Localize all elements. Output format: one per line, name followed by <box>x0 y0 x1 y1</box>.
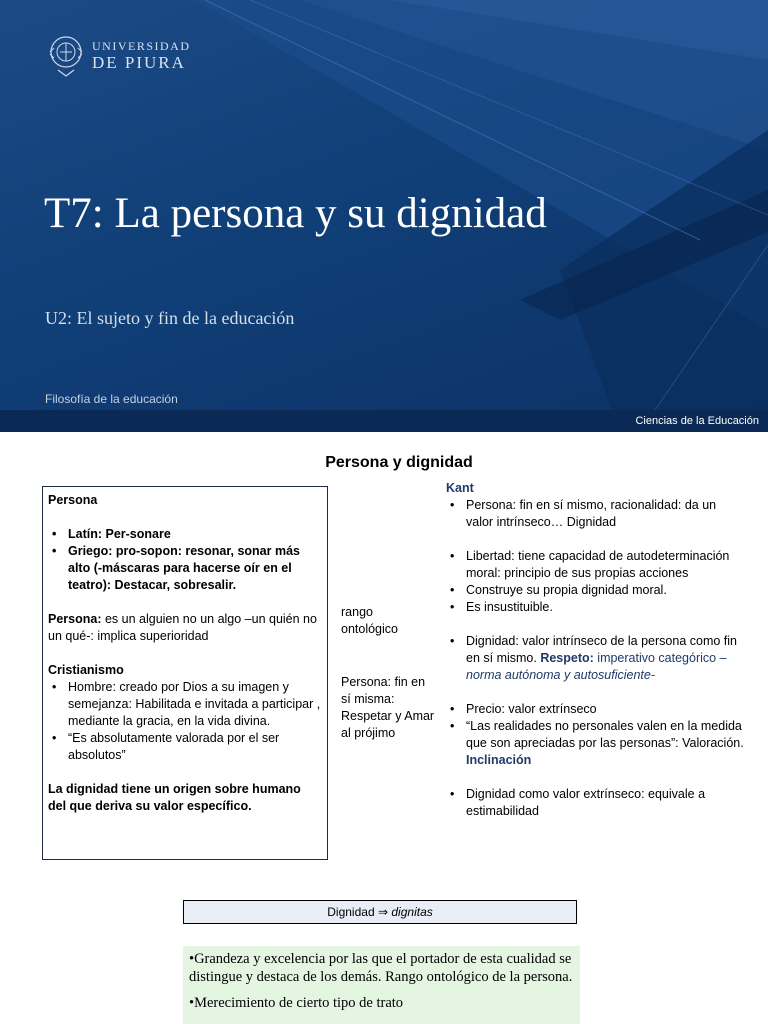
rango-ontologico-label: rango ontológico <box>341 605 398 636</box>
cover-title: T7: La persona y su dignidad <box>44 190 547 237</box>
definition-line: •Merecimiento de cierto tipo de trato <box>189 995 404 1011</box>
cover-slide <box>0 0 768 432</box>
kant-item: • Precio: valor extrínseco <box>446 701 746 718</box>
persona-definition: Persona: es un alguien no un algo –un quién no un qué-: implica superioridad <box>48 612 317 643</box>
slide-title: Persona y dignidad <box>325 454 473 471</box>
kant-heading: Kant <box>446 481 474 495</box>
kant-item: • Dignidad como valor extrínseco: equivale a estimabilidad <box>446 786 746 820</box>
kant-item: • Construye su propia dignidad moral. <box>446 582 746 599</box>
content-slide <box>0 432 768 1024</box>
university-logo <box>48 32 191 78</box>
kant-column <box>446 480 746 820</box>
etymology-latin: • Latín: Per-sonare <box>48 526 322 543</box>
dignitas-box: Dignidad ⇒ dignitas <box>183 900 577 924</box>
logo-line-2: DE PIURA <box>92 52 186 72</box>
definition-line: •Grandeza y excelencia por las que el portador de esta cualidad se distingue y destaca de los demás. Rango ontológico de la persona. <box>189 951 573 985</box>
fin-en-si-label: Persona: fin en sí misma: Respetar y Amar al prójimo <box>341 675 435 740</box>
christianity-item: • “Es absolutamente valorada por el ser absolutos” <box>48 730 322 764</box>
course-name: Filosofía de la educación <box>45 392 178 406</box>
kant-item: • Libertad: tiene capacidad de autodeterminación moral: principio de sus propias acciones <box>446 548 746 582</box>
christianity-item: • Hombre: creado por Dios a su imagen y semejanza: Habilitada e invitada a participar , mediante la gracia, en la vida divina. <box>48 679 322 730</box>
logo-line-1: UNIVERSIDAD <box>92 38 191 53</box>
dignity-definition-box <box>183 946 580 1024</box>
dignity-origin: La dignidad tiene un origen sobre humano del que deriva su valor específico. <box>48 782 301 813</box>
kant-item: • Dignidad: valor intrínseco de la persona como fin en sí mismo. Respeto: imperativo categórico –norma autónoma y autosuficiente- <box>446 633 746 684</box>
kant-item: • Es insustituible. <box>446 599 746 616</box>
kant-item: • Persona: fin en sí mismo, racionalidad: da un valor intrínseco… Dignidad <box>446 497 746 531</box>
cover-subtitle: U2: El sujeto y fin de la educación <box>45 308 295 328</box>
faculty-name: Ciencias de la Educación <box>635 415 759 427</box>
etymology-greek: • Griego: pro-sopon: resonar, sonar más alto (-máscaras para hacerse oír en el teatro): Destacar, sobresalir. <box>48 543 322 594</box>
persona-heading: Persona <box>48 493 98 507</box>
kant-item: • “Las realidades no personales valen en la medida que son apreciadas por las personas”: Valoración. Inclinación <box>446 718 746 769</box>
christianity-heading: Cristianismo <box>48 663 124 677</box>
university-crest-icon <box>48 32 84 78</box>
persona-box <box>42 486 328 860</box>
